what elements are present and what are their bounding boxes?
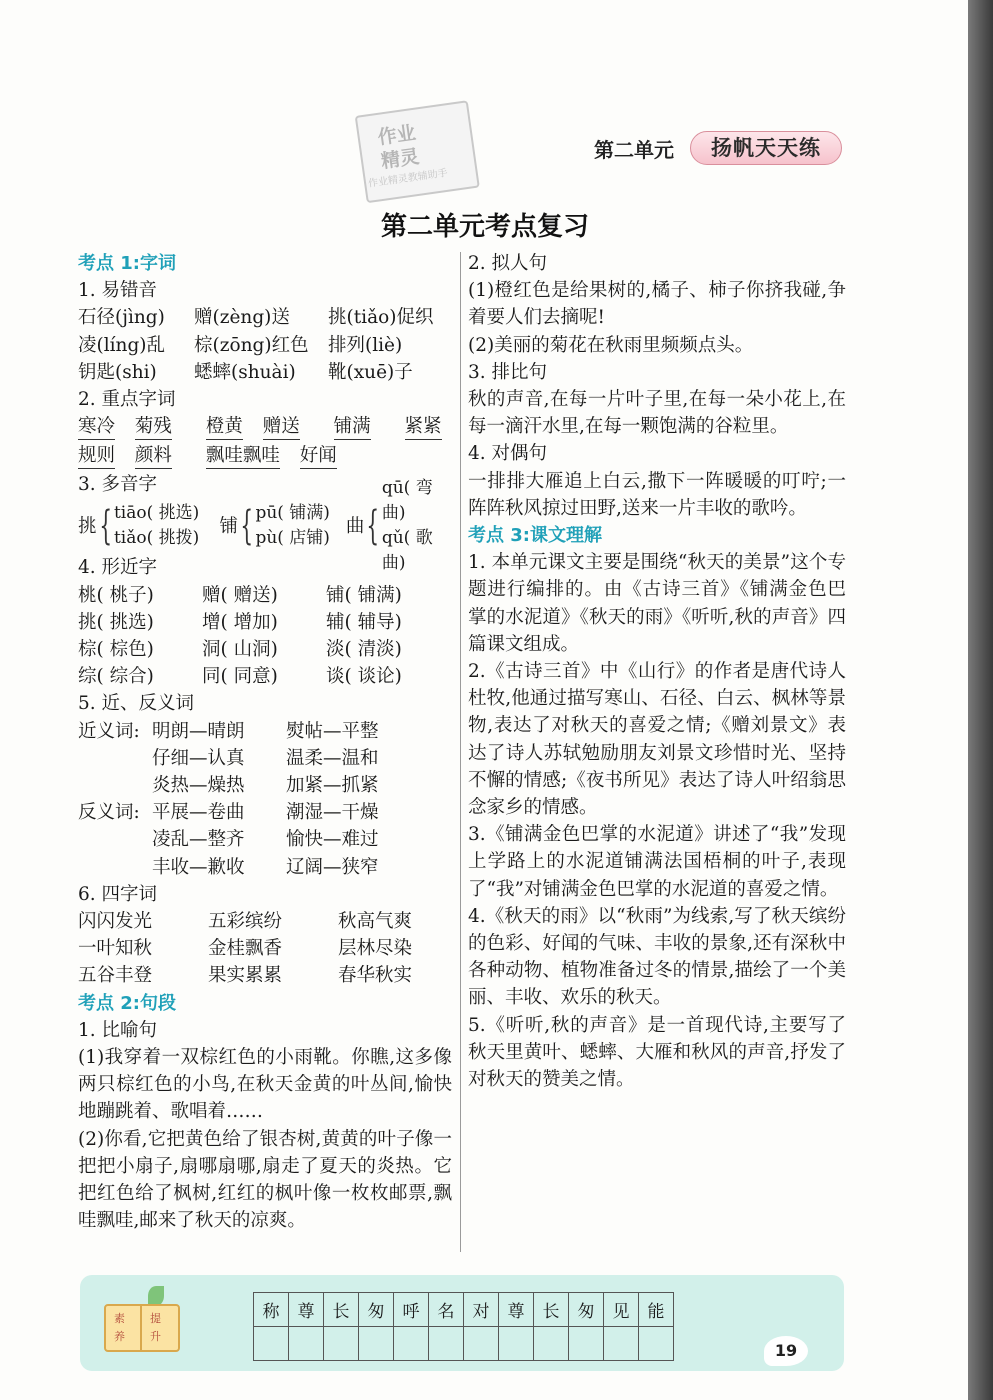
grid-char: 匆 (569, 1293, 604, 1327)
page-number: 19 (764, 1336, 808, 1366)
subheading: 5. 近、反义词 (78, 693, 195, 715)
paragraph: 一排排大雁追上白云,撒下一阵暖暖的叮咛;一阵阵秋风掠过田野,送来一片丰收的歌吟。 (468, 470, 846, 519)
paragraph: (2)你看,它把黄色给了银杏树,黄黄的叶子像一把把小扇子,扇哪扇哪,扇走了夏天的炎热。它把红色给了枫树,红红的枫叶像一枚枚邮票,飘哇飘哇,邮来了秋天的凉爽。 (78, 1128, 452, 1232)
paragraph: (1)我穿着一双棕红色的小雨靴。你瞧,这多像两只棕红色的小鸟,在秋天金黄的叶丛间,愉快地蹦跳着、歌唱着…… (78, 1047, 452, 1123)
paragraph: 1. 本单元课文主要是围绕“秋天的美景”这个专题进行编排的。由《古诗三首》《铺满金色巴掌的水泥道》《秋天的雨》《听听,秋的声音》四篇课文组成。 (468, 552, 846, 655)
similar-chars-row: 桃( 桃子) 赠( 赠送) 铺( 铺满) (78, 584, 402, 606)
grid-char: 尊 (289, 1293, 324, 1327)
polyphone-row: 挑 { tiāo( 挑选) tiǎo( 挑拨) 铺 { pū( 铺满) pù( 店铺) 曲 { qū( 弯曲) qǔ( 歌曲) (78, 478, 433, 574)
similar-chars-row: 棕( 棕色) 洞( 山洞) 淡( 清淡) (78, 639, 402, 661)
column-divider (460, 252, 461, 1252)
book-icon: 素 提 养 升 (98, 1284, 184, 1362)
grid-blank (254, 1327, 289, 1361)
idiom-row: 闪闪发光 五彩缤纷 秋高气爽 (78, 911, 413, 933)
grid-char: 匆 (359, 1293, 394, 1327)
grid-blank (639, 1327, 674, 1361)
section-heading: 考点 1:字词 (78, 253, 176, 274)
subheading: 2. 拟人句 (468, 253, 548, 274)
antonym-row: 凌乱—整齐 愉快—难过 (152, 829, 379, 851)
practice-grid (253, 1292, 674, 1361)
grid-blank (604, 1327, 639, 1361)
antonym-row: 丰收—歉收 辽阔—狭窄 (152, 856, 379, 878)
idiom-row: 五谷丰登 果实累累 春华秋实 (78, 965, 413, 987)
paragraph: (2)美丽的菊花在秋雨里频频点头。 (468, 334, 754, 356)
similar-chars-row: 综( 综合) 同( 同意) 谈( 谈论) (78, 666, 402, 688)
grid-blank (359, 1327, 394, 1361)
grid-blank (394, 1327, 429, 1361)
pron-row: 石径(jìng) 赠(zèng)送 挑(tiǎo)促织 (78, 307, 434, 329)
paragraph: 3.《铺满金色巴掌的水泥道》讲述了“我”发现上学路上的水泥道铺满法国梧桐的叶子,表现了“我”对铺满金色巴掌的水泥道的喜爱之情。 (468, 824, 846, 900)
antonym-row: 反义词: 平展—卷曲 潮湿—干燥 (78, 802, 379, 824)
page-edge-shadow (968, 0, 993, 1400)
paragraph: 秋的声音,在每一片叶子里,在每一朵小花上,在每一滴汗水里,在每一颗饱满的谷粒里。 (468, 389, 846, 438)
grid-char: 见 (604, 1293, 639, 1327)
grid-blank (324, 1327, 359, 1361)
synonym-row: 近义词: 明朗—晴朗 熨帖—平整 (78, 720, 379, 742)
section-heading: 考点 3:课文理解 (468, 525, 602, 547)
paragraph: 2.《古诗三首》中《山行》的作者是唐代诗人杜牧,他通过描写寒山、石径、白云、枫林等景物,表达了对秋天的喜爱之情;《赠刘景文》表达了诗人苏轼勉励朋友刘景文珍惜时光、坚持不懈的情感;《夜书所见》表达了诗人叶绍翁思念家乡的情感。 (468, 661, 846, 819)
subheading: 1. 易错音 (78, 280, 158, 302)
grid-char: 长 (534, 1293, 569, 1327)
grid-blank (464, 1327, 499, 1361)
grid-char: 长 (324, 1293, 359, 1327)
subheading: 4. 对偶句 (468, 443, 548, 465)
synonym-row: 炎热—燥热 加紧—抓紧 (152, 775, 379, 797)
grid-char: 呼 (394, 1293, 429, 1327)
grid-blank (289, 1327, 324, 1361)
subheading: 6. 四字词 (78, 883, 158, 905)
idiom-row: 一叶知秋 金桂飘香 层林尽染 (78, 938, 413, 960)
subheading: 3. 多音字 (78, 474, 158, 496)
paragraph: 4.《秋天的雨》以“秋雨”为线索,写了秋天缤纷的色彩、好闻的气味、丰收的景象,还有深秋中各种动物、植物准备过冬的情景,描绘了一个美丽、丰收、欢乐的秋天。 (468, 905, 846, 1009)
pron-row: 钥匙(shi) 蟋蟀(shuài) 靴(xuē)子 (78, 361, 413, 383)
grid-char: 称 (254, 1293, 289, 1327)
grid-blank (534, 1327, 569, 1361)
watermark-stamp: 作业 精灵 作业精灵教辅助手 (344, 93, 486, 206)
synonym-row: 仔细—认真 温柔—温和 (152, 747, 379, 769)
page-title: 第二单元考点复习 (380, 212, 589, 242)
similar-chars-row: 挑( 挑选) 增( 增加) 辅( 辅导) (78, 611, 402, 633)
grid-blank (499, 1327, 534, 1361)
key-words-row: 寒冷 菊残 橙黄 赠送 铺满 紧紧 (78, 413, 452, 442)
section-heading: 考点 2:句段 (78, 992, 176, 1014)
unit-label: 第二单元 (594, 138, 674, 162)
subheading: 4. 形近字 (78, 557, 158, 579)
grid-char: 尊 (499, 1293, 534, 1327)
left-column (78, 250, 452, 1235)
subheading: 3. 排比句 (468, 361, 548, 383)
grid-char: 对 (464, 1293, 499, 1327)
grid-blank (429, 1327, 464, 1361)
grid-char: 能 (639, 1293, 674, 1327)
grid-blank (569, 1327, 604, 1361)
subheading: 2. 重点字词 (78, 389, 176, 411)
pron-row: 凌(líng)乱 棕(zōng)红色 排列(liè) (78, 334, 403, 356)
subheading: 1. 比喻句 (78, 1019, 158, 1041)
series-badge: 扬帆天天练 (690, 131, 842, 165)
key-words-row: 规则 颜料 飘哇飘哇 好闻 (78, 442, 452, 471)
right-column (468, 250, 846, 1093)
paragraph: (1)橙红色是给果树的,橘子、柿子你挤我碰,争着要人们去摘呢! (468, 280, 846, 329)
grid-char: 名 (429, 1293, 464, 1327)
paragraph: 5.《听听,秋的声音》是一首现代诗,主要写了秋天里黄叶、蟋蟀、大雁和秋风的声音,抒发了对秋天的赞美之情。 (468, 1014, 846, 1091)
